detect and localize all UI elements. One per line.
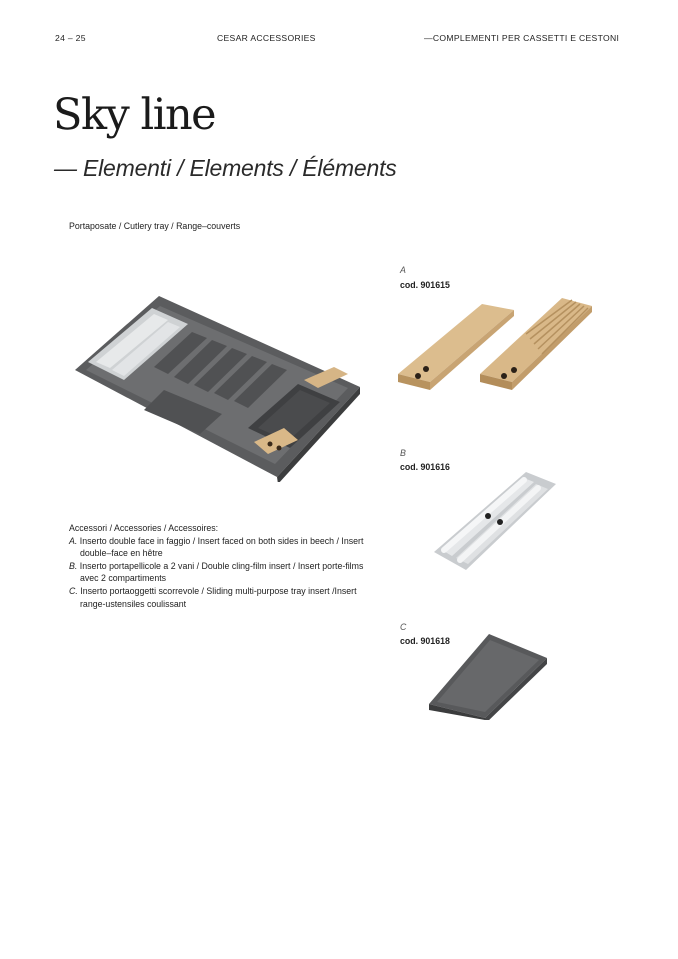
accessories-heading: Accessori / Accessories / Accessoires: bbox=[69, 523, 219, 533]
page-subtitle: — Elementi / Elements / Éléments bbox=[54, 155, 397, 181]
accessory-item-c bbox=[69, 585, 369, 610]
cutlery-tray-image bbox=[72, 292, 362, 482]
product-c-letter: C bbox=[400, 622, 407, 632]
accessory-letter: A. bbox=[69, 535, 78, 546]
accessories-list bbox=[69, 522, 369, 610]
product-c-code: cod. 901618 bbox=[400, 636, 450, 646]
accessory-letter: B. bbox=[69, 560, 78, 571]
accessory-item-a bbox=[69, 535, 369, 560]
product-a-code: cod. 901615 bbox=[400, 280, 450, 290]
accessory-text: Inserto portapellicole a 2 vani / Double cling-film insert / Insert porte-films avec 2 compartiments bbox=[79, 560, 364, 584]
accessory-letter: C. bbox=[69, 585, 78, 596]
cutlery-tray-caption: Portaposate / Cutlery tray / Range–couverts bbox=[69, 221, 241, 231]
cling-film-insert-image bbox=[430, 470, 560, 574]
sliding-tray-image bbox=[427, 632, 549, 720]
product-a-letter: A bbox=[400, 265, 406, 275]
accessory-text: Inserto portaoggetti scorrevole / Sliding multi-purpose tray insert /Insert range-ustensiles coulissant bbox=[80, 585, 357, 609]
brand-name: CESAR ACCESSORIES bbox=[217, 33, 316, 43]
accessory-text: Inserto double face in faggio / Insert faced on both sides in beech / Insert double–face en hêtre bbox=[79, 535, 364, 559]
beech-insert-image bbox=[396, 294, 596, 394]
product-b-letter: B bbox=[400, 448, 406, 458]
accessory-item-b bbox=[69, 560, 369, 585]
section-title: —COMPLEMENTI PER CASSETTI E CESTONI bbox=[424, 33, 620, 43]
page-numbers: 24 – 25 bbox=[55, 33, 86, 43]
product-b-code: cod. 901616 bbox=[400, 462, 450, 472]
page-title: Sky line bbox=[53, 90, 216, 140]
